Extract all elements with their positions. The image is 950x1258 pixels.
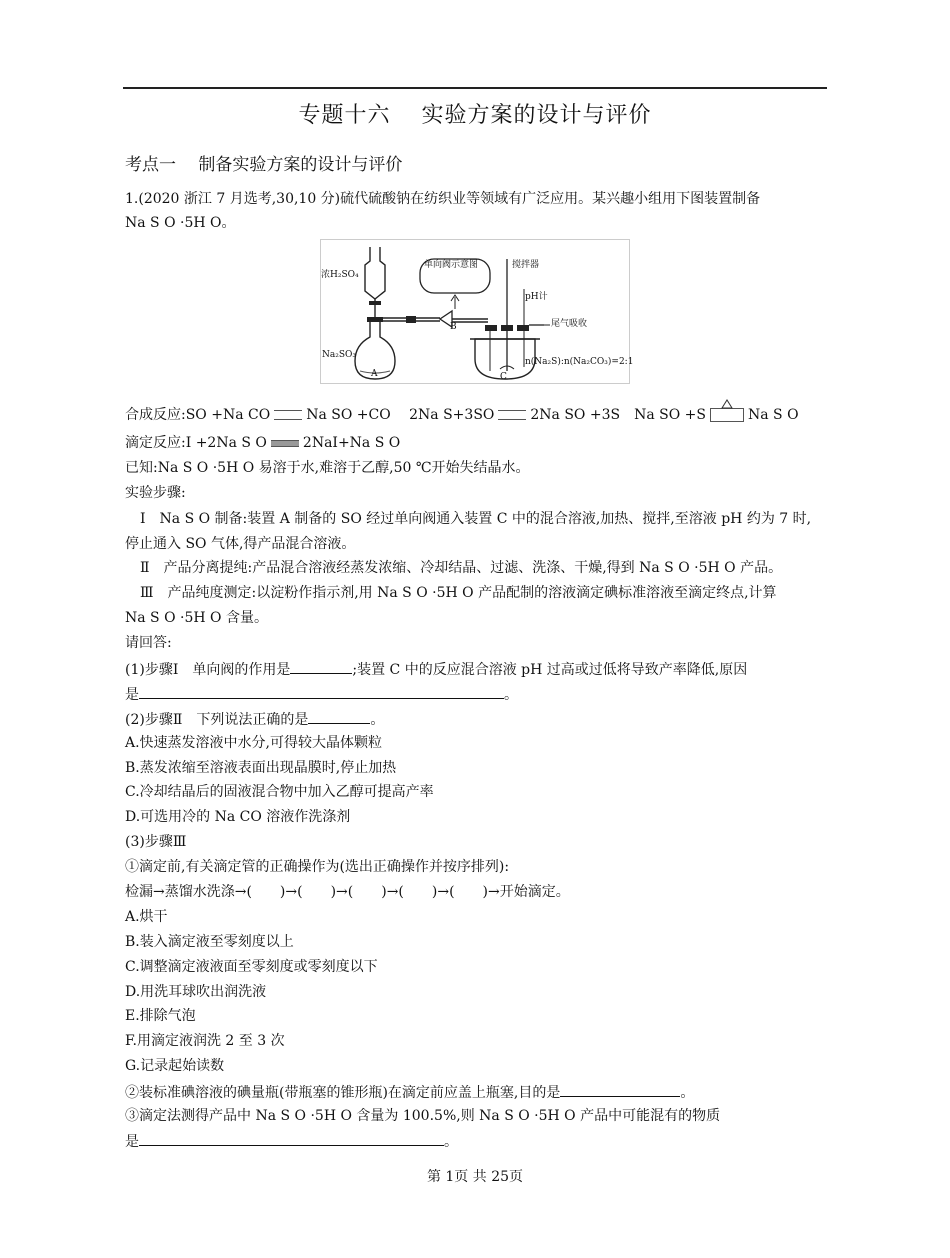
syn-part-b: Na SO +CO 2Na S+3SO bbox=[306, 407, 495, 423]
q2-text-a: (2)步骤Ⅱ 下列说法正确的是 bbox=[125, 712, 309, 728]
question-1 bbox=[125, 659, 747, 679]
page-footer: 第 1页 共 25页 bbox=[426, 1169, 524, 1185]
q3-2-text-b: 。 bbox=[680, 1085, 695, 1101]
answer-blank[interactable] bbox=[308, 709, 370, 724]
label-ph: pH计 bbox=[525, 292, 548, 302]
step-1-cont: 停止通入 SO 气体,得产品混合溶液。 bbox=[125, 536, 356, 552]
question-3-3-cont bbox=[125, 1131, 458, 1151]
question-intro: 1.(2020 浙江 7 月选考,30,10 分)硫代硫酸钠在纺织业等领域有广泛应用。某兴趣小组用下图装置制备 bbox=[125, 191, 761, 207]
option-e: E.排除气泡 bbox=[125, 1008, 196, 1024]
question-intro-cont: Na S O ·5H O。 bbox=[125, 215, 236, 231]
label-stirrer: 搅拌器 bbox=[512, 260, 540, 270]
heat-triangle-icon bbox=[710, 408, 744, 422]
q2-text-b: 。 bbox=[370, 712, 385, 728]
page-title: 专题十六 实验方案的设计与评价 bbox=[298, 103, 652, 128]
answer-prompt: 请回答: bbox=[125, 635, 172, 651]
header-rule bbox=[123, 87, 827, 89]
titration-reaction bbox=[125, 434, 400, 452]
tit-part-a: 滴定反应:I +2Na S O bbox=[125, 435, 267, 451]
q3-2-text-a: ②装标准碘溶液的碘量瓶(带瓶塞的锥形瓶)在滴定前应盖上瓶塞,目的是 bbox=[125, 1085, 561, 1101]
q1-text-b: ;装置 C 中的反应混合溶液 pH 过高或过低将导致产率降低,原因 bbox=[352, 662, 748, 678]
q3-3-text-c: 。 bbox=[444, 1134, 458, 1150]
option-d: D.用洗耳球吹出润洗液 bbox=[125, 984, 267, 1000]
answer-blank[interactable] bbox=[290, 659, 352, 674]
syn-part-a: 合成反应:SO +Na CO bbox=[125, 407, 271, 423]
label-C: C bbox=[500, 372, 507, 382]
syn-part-c: 2Na SO +3S Na SO +S bbox=[530, 407, 706, 423]
option-2d: D.可选用冷的 Na CO 溶液作洗涤剂 bbox=[125, 809, 351, 825]
answer-blank[interactable] bbox=[139, 1131, 444, 1146]
syn-part-d: Na S O bbox=[747, 407, 799, 423]
step-3-cont: Na S O ·5H O 含量。 bbox=[125, 610, 268, 626]
q3-3-text-b: 是 bbox=[125, 1134, 139, 1150]
equals-sign bbox=[271, 440, 299, 447]
question-1-cont bbox=[125, 684, 518, 704]
label-valve: 单向阀示意图 bbox=[424, 260, 479, 270]
label-na2so3: Na₂SO₃ bbox=[322, 350, 357, 360]
known-info: 已知:Na S O ·5H O 易溶于水,难溶于乙醇,50 ℃开始失结晶水。 bbox=[125, 460, 530, 476]
section-heading: 考点一 制备实验方案的设计与评价 bbox=[125, 155, 403, 175]
step-2: Ⅱ 产品分离提纯:产品混合溶液经蒸发浓缩、冷却结晶、过滤、洗涤、干燥,得到 Na S O ·5H O 产品。 bbox=[140, 560, 783, 576]
answer-blank[interactable] bbox=[139, 684, 504, 699]
steps-heading: 实验步骤: bbox=[125, 485, 186, 501]
q1-text-a: (1)步骤Ⅰ 单向阀的作用是 bbox=[125, 662, 291, 678]
label-ratio: n(Na₂S):n(Na₂CO₃)=2:1 bbox=[525, 357, 634, 367]
option-f: F.用滴定液润洗 2 至 3 次 bbox=[125, 1033, 285, 1049]
option-2b: B.蒸发浓缩至溶液表面出现晶膜时,停止加热 bbox=[125, 760, 397, 776]
option-c: C.调整滴定液液面至零刻度或零刻度以下 bbox=[125, 959, 378, 975]
q1-text-d: 。 bbox=[504, 687, 518, 703]
question-3-2 bbox=[125, 1082, 694, 1102]
label-B: B bbox=[450, 322, 457, 332]
synthesis-reaction bbox=[125, 406, 799, 424]
option-2c: C.冷却结晶后的固液混合物中加入乙醇可提高产率 bbox=[125, 784, 434, 800]
question-3-3: ③滴定法测得产品中 Na S O ·5H O 含量为 100.5%,则 Na S O ·5H O 产品中可能混有的物质 bbox=[125, 1108, 721, 1124]
option-b: B.装入滴定液至零刻度以上 bbox=[125, 934, 294, 950]
label-A: A bbox=[371, 369, 378, 379]
option-2a: A.快速蒸发溶液中水分,可得较大晶体颗粒 bbox=[125, 735, 383, 751]
option-g: G.记录起始读数 bbox=[125, 1058, 225, 1074]
label-acid: 浓H₂SO₄ bbox=[321, 270, 359, 280]
question-2 bbox=[125, 709, 384, 729]
option-a: A.烘干 bbox=[125, 909, 168, 925]
question-3: (3)步骤Ⅲ bbox=[125, 834, 187, 850]
step-3: Ⅲ 产品纯度测定:以淀粉作指示剂,用 Na S O ·5H O 产品配制的溶液滴定碘标准溶液至滴定终点,计算 bbox=[140, 585, 777, 601]
question-3-sequence: 检漏→蒸馏水洗涤→( )→( )→( )→( )→( )→开始滴定。 bbox=[125, 884, 570, 900]
equals-sign bbox=[274, 410, 302, 420]
question-3-1: ①滴定前,有关滴定管的正确操作为(选出正确操作并按序排列): bbox=[125, 859, 510, 875]
answer-blank[interactable] bbox=[560, 1082, 680, 1097]
tit-part-b: 2NaI+Na S O bbox=[302, 435, 401, 451]
equals-sign bbox=[498, 410, 526, 420]
q1-text-c: 是 bbox=[125, 687, 139, 703]
label-tail: 尾气吸收 bbox=[551, 319, 588, 329]
step-1: Ⅰ Na S O 制备:装置 A 制备的 SO 经过单向阀通入装置 C 中的混合溶液,加热、搅拌,至溶液 pH 约为 7 时, bbox=[140, 511, 812, 527]
